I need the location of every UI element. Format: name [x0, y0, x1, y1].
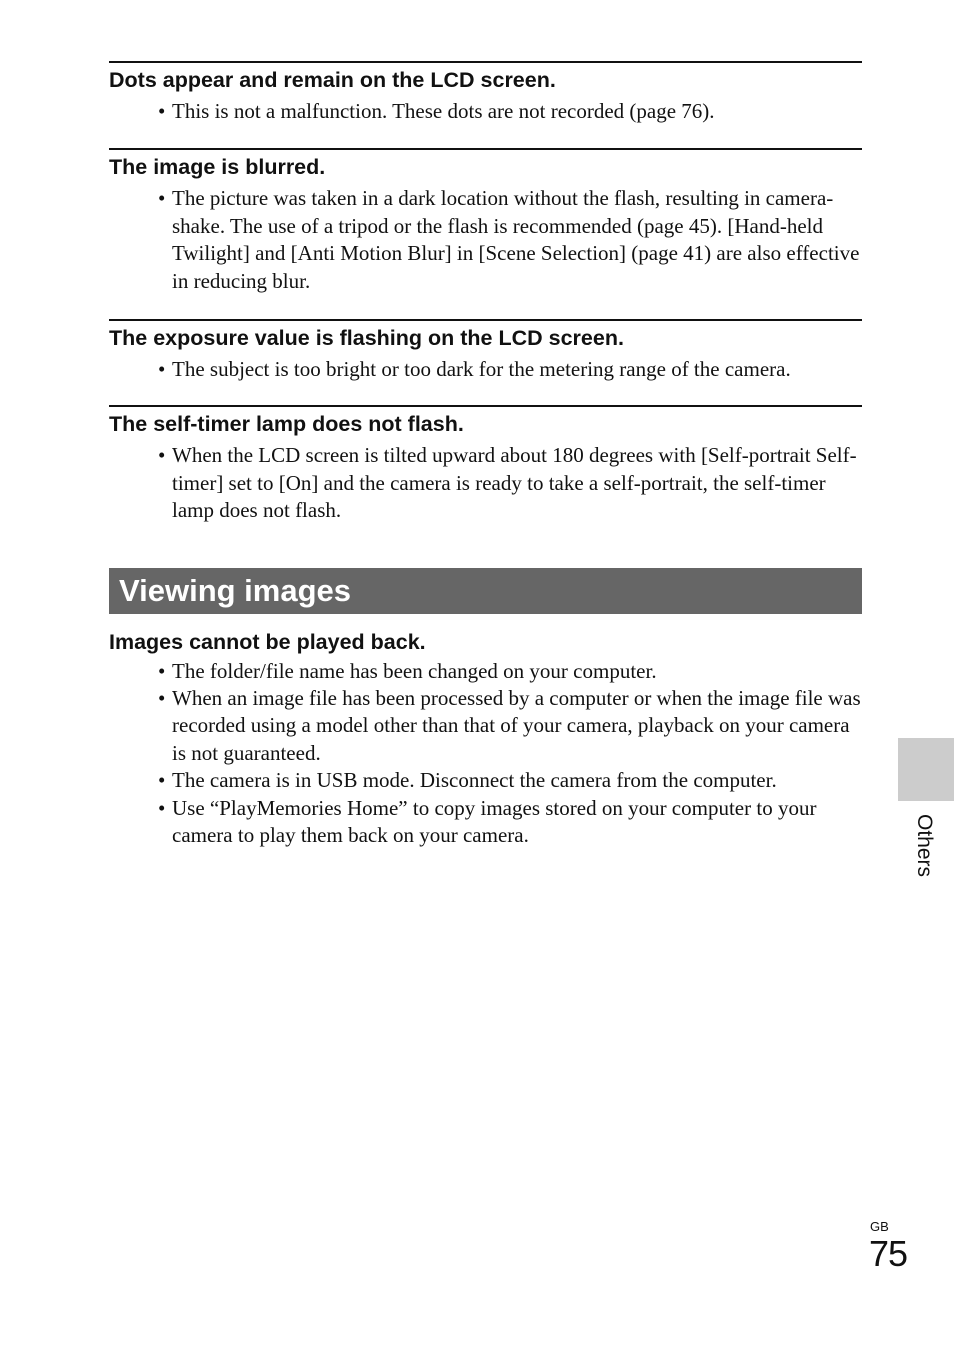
section-heading: Images cannot be played back. [109, 629, 426, 654]
bullet-item: • When the LCD screen is tilted upward about 180 degrees with [Self-portrait Self-timer] set to [On] and the camera is ready to take a self-portrait, the self-timer lamp does not flash. [158, 442, 862, 524]
section-heading: The exposure value is flashing on the LCD screen. [109, 326, 624, 351]
bullet-list [109, 98, 862, 125]
side-tab-marker [898, 738, 954, 801]
section-rule [109, 405, 862, 407]
side-tab-label-text: Others [913, 814, 936, 878]
section-heading: The self-timer lamp does not flash. [109, 412, 464, 437]
section-rule [109, 61, 862, 63]
page-language-code: GB [870, 1219, 889, 1234]
bullet-list [109, 185, 862, 295]
bullet-list [109, 442, 862, 524]
page-content [109, 61, 862, 850]
chapter-title-bar: Viewing images [109, 568, 862, 614]
bullet-list [109, 356, 862, 383]
bullet-item: • The folder/file name has been changed on your computer. [158, 658, 862, 685]
section-rule [109, 148, 862, 150]
section-self-timer [109, 405, 862, 524]
section-rule [109, 319, 862, 321]
section-dots [109, 61, 862, 125]
section-exposure [109, 319, 862, 383]
bullet-item: • Use “PlayMemories Home” to copy images stored on your computer to your camera to play them back on your camera. [158, 795, 862, 850]
bullet-item: • The picture was taken in a dark location without the flash, resulting in camera-shake. The use of a tripod or the flash is recommended (page 45). [Hand-held Twilight] and [Anti Motion Blur] in [Scene Selection] (page 41) are also effective in reducing blur. [158, 185, 862, 295]
section-blurred [109, 148, 862, 295]
bullet-item: • The camera is in USB mode. Disconnect the camera from the computer. [158, 767, 862, 794]
section-heading: The image is blurred. [109, 155, 326, 180]
bullet-list [109, 658, 862, 850]
section-playback [109, 628, 862, 850]
bullet-item: • The subject is too bright or too dark for the metering range of the camera. [158, 356, 862, 383]
bullet-item: • This is not a malfunction. These dots are not recorded (page 76). [158, 98, 862, 125]
section-heading: Dots appear and remain on the LCD screen. [109, 68, 556, 92]
page-number: 75 [869, 1233, 908, 1274]
side-tab-label [912, 814, 942, 894]
bullet-item: • When an image file has been processed by a computer or when the image file was recorded using a model other than that of your camera, playback on your camera is not guaranteed. [158, 685, 862, 767]
